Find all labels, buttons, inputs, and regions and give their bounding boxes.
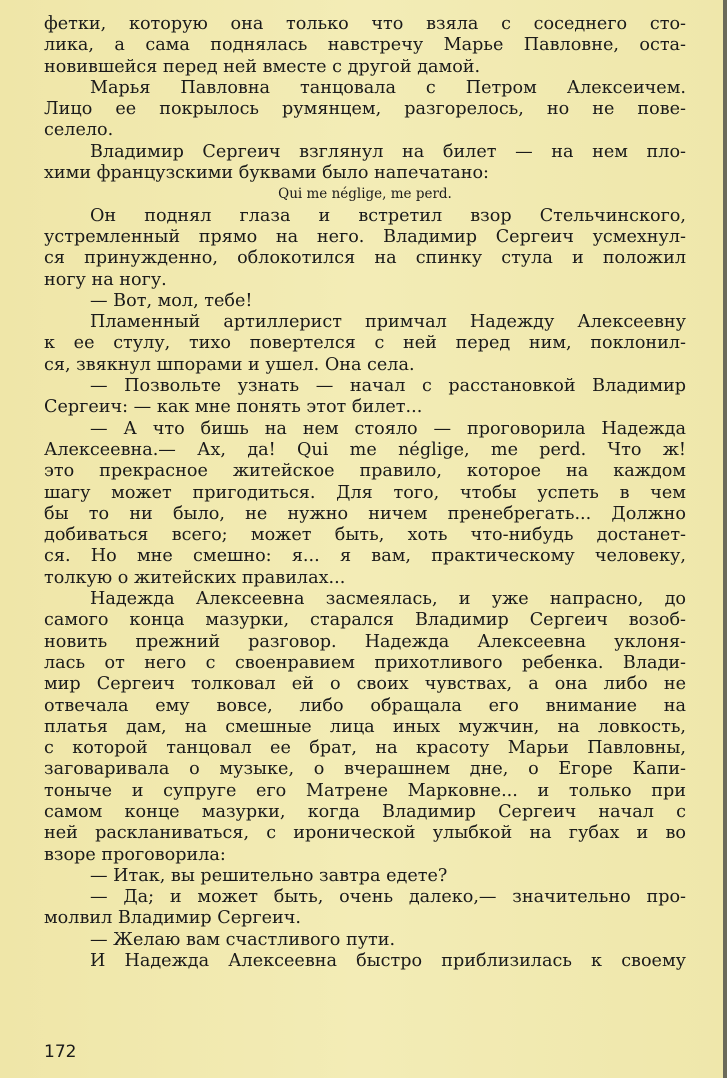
text-line: — Итак, вы решительно завтра едете? (90, 865, 448, 886)
text-line: это прекрасное житейское правило, которое на каждом (44, 461, 686, 482)
text-line: — А что бишь на нем стояло — проговорила Надежда (90, 418, 686, 439)
text-line: шагу может пригодиться. Для того, чтобы успеть в чем (44, 482, 686, 503)
text-line: ней раскланиваться, с иронической улыбкой на губах и во (44, 823, 686, 844)
text-line: И Надежда Алексеевна быстро приблизилась к своему (90, 951, 686, 972)
text-line: молвил Владимир Сергеич. (44, 908, 301, 929)
text-line: самого конца мазурки, старался Владимир Сергеич возоб- (44, 610, 686, 631)
page-number: 172 (44, 1042, 77, 1062)
text-line: Лицо ее покрылось румянцем, разгорелось, но не пове- (44, 99, 686, 120)
text-line: взоре проговорила: (44, 844, 226, 865)
text-line: новившейся перед ней вместе с другой дамой. (44, 56, 481, 77)
text-line: — Вот, мол, тебе! (90, 290, 253, 311)
text-line: новить прежний разговор. Надежда Алексеевна уклоня- (44, 631, 686, 652)
text-line: Марья Павловна танцовала с Петром Алексеичем. (90, 77, 686, 98)
body-text (44, 14, 686, 972)
text-line: добиваться всего; может быть, хоть что-нибудь достанет- (44, 525, 686, 546)
text-line: Он поднял глаза и встретил взор Стельчинского, (90, 205, 686, 226)
text-line: тоныче и супруге его Матрене Марковне... и только при (44, 780, 686, 801)
text-line: с которой танцовал ее брат, на красоту Марьи Павловны, (44, 738, 686, 759)
text-line: устремленный прямо на него. Владимир Сергеич усмехнул- (44, 226, 686, 247)
text-line: самом конце мазурки, когда Владимир Сергеич начал с (44, 801, 686, 822)
text-line: хими французскими буквами было напечатано: (44, 163, 489, 184)
text-line: мир Сергеич толковал ей о своих чувствах, а она либо не (44, 674, 686, 695)
text-line: бы то ни было, не нужно ничем пренебрегать... Должно (44, 503, 686, 524)
text-line: ся. Но мне смешно: я... я вам, практическому человеку, (44, 546, 686, 567)
text-line: Сергеич: — как мне понять этот билет... (44, 397, 423, 418)
text-line: Владимир Сергеич взглянул на билет — на нем пло- (90, 141, 686, 162)
text-line: селело. (44, 120, 114, 141)
text-line: ногу на ногу. (44, 269, 167, 290)
text-line: к ее стулу, тихо повертелся с ней перед ним, поклонил- (44, 333, 686, 354)
text-line: лась от него с своенравием прихотливого ребенка. Влади- (44, 652, 686, 673)
text-line: платья дам, на смешные лица иных мужчин, на ловкость, (44, 716, 686, 737)
text-line: заговаривала о музыке, о вчерашнем дне, о Егоре Капи- (44, 759, 686, 780)
text-line: — Да; и может быть, очень далеко,— значительно про- (90, 887, 686, 908)
text-line: — Желаю вам счастливого пути. (90, 929, 396, 950)
text-line: фетки, которую она только что взяла с соседнего сто- (44, 14, 686, 34)
text-line: лика, а сама поднялась навстречу Марье Павловне, оста- (44, 35, 686, 56)
text-line: Надежда Алексеевна засмеялась, и уже напрасно, до (90, 589, 686, 610)
epigraph-line: Qui me néglige, me perd. (278, 186, 452, 203)
text-line: ся принужденно, облокотился на спинку стула и положил (44, 248, 686, 269)
text-line: — Позвольте узнать — начал с расстановкой Владимир (90, 376, 686, 397)
text-line: отвечала ему вовсе, либо обращала его внимание на (44, 695, 686, 716)
text-line: ся, звякнул шпорами и ушел. Она села. (44, 354, 415, 375)
text-line: Алексеевна.— Ах, да! Qui me néglige, me perd. Что ж! (44, 439, 686, 460)
text-line: толкую о житейских правилах... (44, 567, 346, 588)
text-line: Пламенный артиллерист примчал Надежду Алексеевну (90, 312, 686, 333)
